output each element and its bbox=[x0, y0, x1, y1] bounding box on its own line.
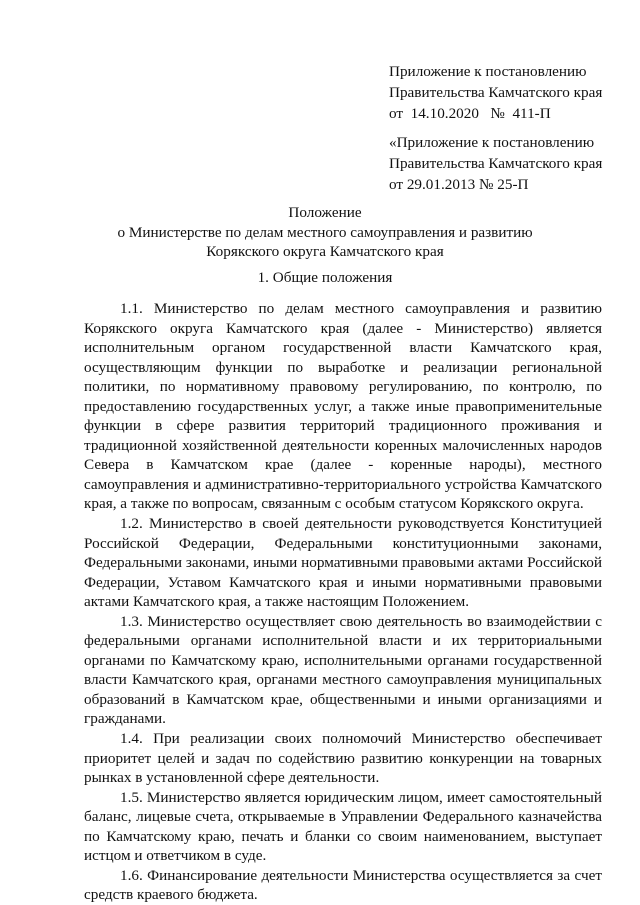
section-body bbox=[84, 299, 602, 905]
section-heading: 1. Общие положения bbox=[257, 269, 393, 286]
appendix-line: от 14.10.2020 № 411-П bbox=[389, 105, 551, 122]
document-title-line: Положение bbox=[288, 204, 362, 221]
paragraph-1-3: 1.3. Министерство осуществляет свою деятельность во взаимодействии с федеральными органами исполнительной власти и их территориальными органами по Камчатскому краю, исполнительными органами государственной власти Камчатского края, органами местного самоуправления муниципальных образований в Камчатском крае, общественными и иными организациями и гражданами. bbox=[84, 612, 602, 728]
document-title bbox=[84, 203, 566, 262]
paragraph-1-5: 1.5. Министерство является юридическим лицом, имеет самостоятельный баланс, лицевые счета, открываемые в Управлении Федерального казначейства по Камчатскому краю, печать и бланки со своим наименованием, выступает истцом и ответчиком в суде. bbox=[84, 788, 602, 865]
appendix-line: от 29.01.2013 № 25-П bbox=[389, 176, 529, 193]
appendix-reference-current bbox=[389, 61, 619, 124]
paragraph-1-2: 1.2. Министерство в своей деятельности руководствуется Конституцией Российской Федерации, Федеральными конституционными законами, Федеральными законами, иными нормативными правовыми актами Российской Федерации, Уставом Камчатского края и иными нормативными правовыми актами Камчатского края, а также настоящим Положением. bbox=[84, 515, 602, 611]
appendix-line: Приложение к постановлению bbox=[389, 63, 587, 80]
appendix-line: Правительства Камчатского края bbox=[389, 155, 603, 172]
appendix-line: «Приложение к постановлению bbox=[389, 134, 595, 151]
paragraph-1-4: 1.4. При реализации своих полномочий Министерство обеспечивает приоритет целей и задач по содействию развитию конкуренции на товарных рынках в установленной сфере деятельности. bbox=[84, 730, 602, 787]
paragraph-1-6: 1.6. Финансирование деятельности Министерства осуществляется за счет средств краевого бюджета. bbox=[84, 866, 602, 904]
document-title-line: Корякского округа Камчатского края bbox=[206, 243, 444, 260]
appendix-reference-previous bbox=[389, 132, 619, 195]
document-title-line: о Министерстве по делам местного самоуправления и развитию bbox=[117, 223, 533, 241]
paragraph-1-1: 1.1. Министерство по делам местного самоуправления и развитию Корякского округа Камчатского края (далее - Министерство) является исполнительным органом государственной власти Камчатского края, осуществляющим функции по выработке и реализации региональной политики, по нормативному правовому регулированию, по контролю, по предоставлению государственных услуг, а также иные правоприменительные функции в сфере развития территорий традиционного проживания и традиционной хозяйственной деятельности коренных малочисленных народов Севера в Камчатском крае (далее - коренные народы), местного самоуправления и административно-территориального устройства Камчатского края, а также по вопросам, связанным с особым статусом Корякского округа. bbox=[84, 300, 602, 513]
appendix-line: Правительства Камчатского края bbox=[389, 84, 603, 101]
